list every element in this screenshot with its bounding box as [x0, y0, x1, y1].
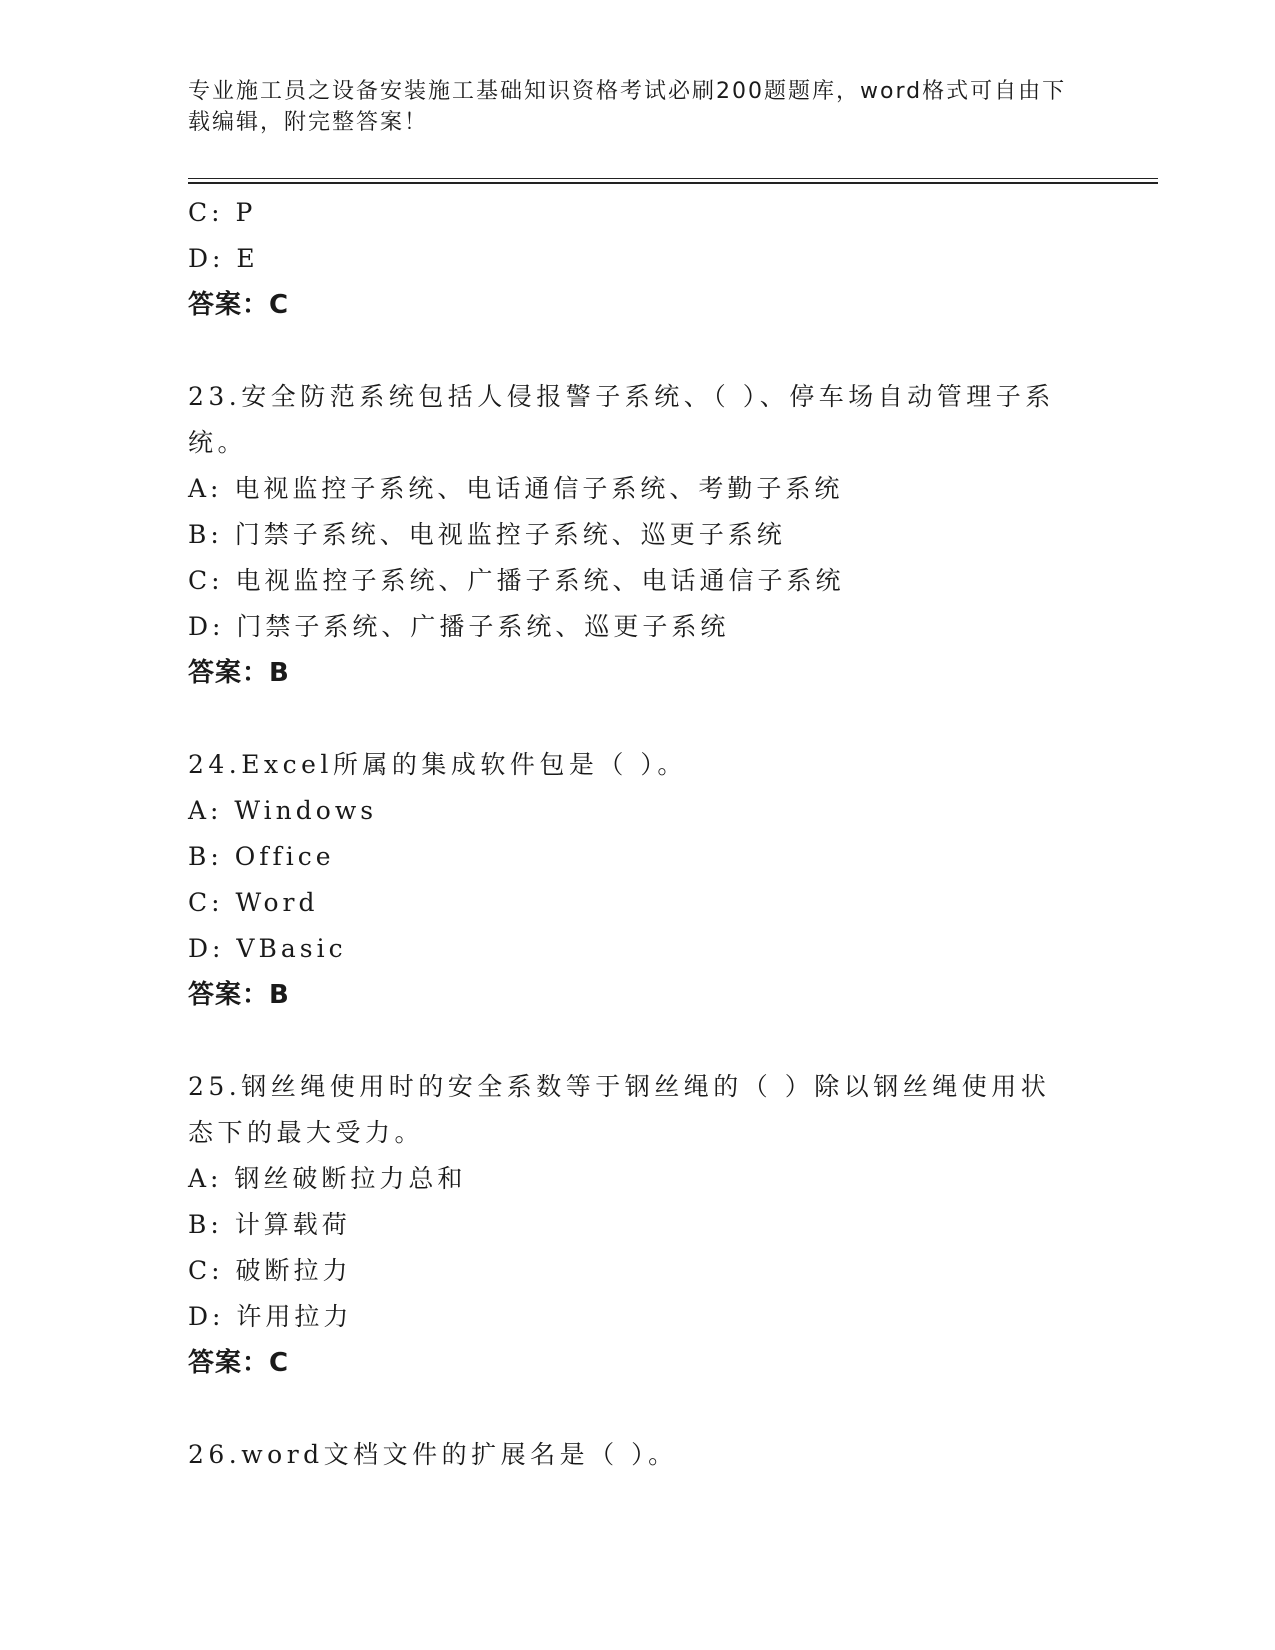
- option-a: A: 钢丝破断拉力总和: [188, 1164, 467, 1193]
- option-a: A: Windows: [188, 796, 378, 825]
- option-c: C: Word: [188, 888, 319, 917]
- answer-line: 答案：C: [188, 290, 290, 320]
- spacer: [188, 1386, 1068, 1432]
- option-c: C: 破断拉力: [188, 1256, 352, 1285]
- option-b: B: 门禁子系统、电视监控子系统、巡更子系统: [188, 520, 786, 549]
- spacer: [188, 696, 1068, 742]
- answer-line: 答案：B: [188, 980, 290, 1010]
- question-23: [188, 374, 1068, 696]
- question-text: 25.钢丝绳使用时的安全系数等于钢丝绳的（ ）除以钢丝绳使用状态下的最大受力。: [188, 1072, 1051, 1147]
- question-24: [188, 742, 1068, 1018]
- question-fragment-22: [188, 190, 1068, 328]
- document-body: [188, 190, 1068, 1478]
- page-header-title: 专业施工员之设备安装施工基础知识资格考试必刷200题题库，word格式可自由下载编辑，附完整答案！: [188, 79, 1067, 135]
- option-c: C: 电视监控子系统、广播子系统、电话通信子系统: [188, 566, 845, 595]
- option-b: B: Office: [188, 842, 335, 871]
- option-d: D: 许用拉力: [188, 1302, 353, 1331]
- question-text: 23.安全防范系统包括人侵报警子系统、（ ）、停车场自动管理子系统。: [188, 382, 1055, 457]
- option-d: D: 门禁子系统、广播子系统、巡更子系统: [188, 612, 730, 641]
- answer-line: 答案：C: [188, 1348, 290, 1378]
- option-d: D: VBasic: [188, 934, 347, 963]
- spacer: [188, 328, 1068, 374]
- question-text: 26.word文档文件的扩展名是（ ）。: [188, 1440, 678, 1469]
- question-25: [188, 1064, 1068, 1386]
- option-d: D: E: [188, 244, 259, 273]
- question-text: 24.Excel所属的集成软件包是（ ）。: [188, 750, 687, 779]
- question-26: [188, 1432, 1068, 1478]
- option-a: A: 电视监控子系统、电话通信子系统、考勤子系统: [188, 474, 844, 503]
- option-b: B: 计算载荷: [188, 1210, 351, 1239]
- spacer: [188, 1018, 1068, 1064]
- header-divider-thick: [188, 182, 1158, 184]
- header-divider-thin: [188, 178, 1158, 179]
- option-c: C: P: [188, 198, 257, 227]
- answer-line: 答案：B: [188, 658, 290, 688]
